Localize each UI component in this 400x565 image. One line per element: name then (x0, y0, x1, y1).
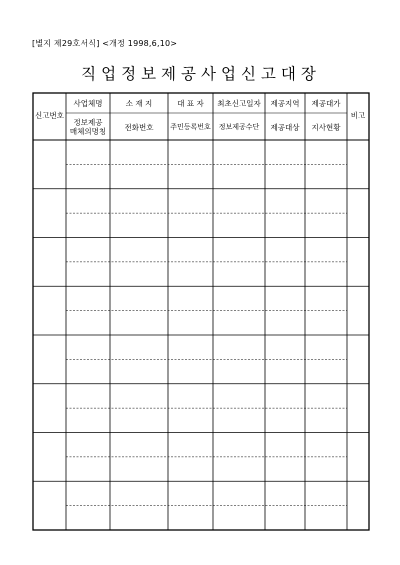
header-business-name: 사업체명 (73, 99, 103, 108)
header-info-medium-name: 정보제공 매체의명칭 (69, 118, 107, 136)
header-service-target: 제공대상 (270, 123, 300, 132)
form-reference: [별지 제29호서식] <개정 1998,6,10> (32, 39, 178, 48)
header-phone: 전화번호 (124, 123, 154, 132)
page-title: 직업정보제공사업신고대장 (81, 65, 321, 83)
header-remarks: 비고 (350, 111, 366, 120)
header-first-report-date: 최초신고일자 (217, 99, 261, 108)
header-location: 소 재 지 (125, 99, 153, 108)
header-provision-method: 정보제공수단 (218, 123, 260, 131)
header-service-region: 제공지역 (270, 99, 300, 108)
header-representative: 대 표 자 (177, 99, 204, 108)
table-border (33, 93, 369, 530)
header-branch-status: 지사현황 (311, 123, 341, 132)
header-service-fee: 제공대가 (311, 99, 341, 108)
header-report-no: 신고번호 (35, 111, 64, 120)
header-resident-no: 주민등록번호 (170, 123, 211, 131)
